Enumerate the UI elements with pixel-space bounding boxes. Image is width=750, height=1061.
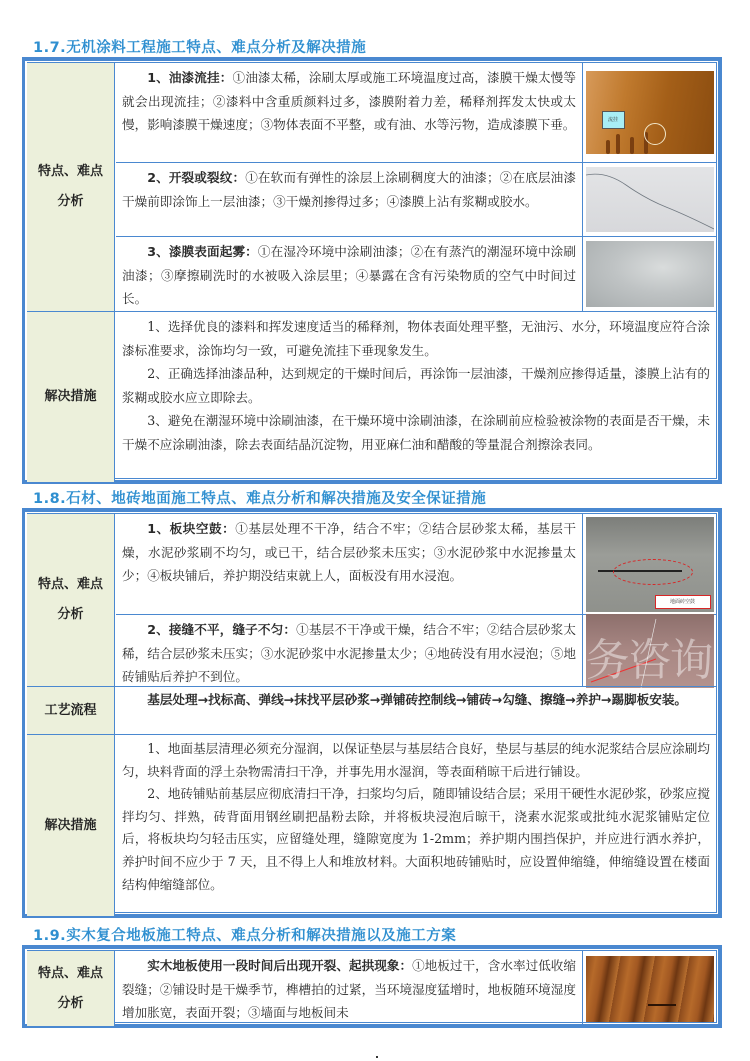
issue-text — [116, 237, 583, 311]
process-flow: 基层处理→找标高、弹线→抹找平层砂浆→弹铺砖控制线→铺砖→勾缝、擦缝→养护→踢脚板安装。 — [147, 692, 688, 707]
table-1-9 — [22, 945, 722, 1028]
solution-item: 1、地面基层清理必须充分湿润，以保证垫层与基层结合良好，垫层与基层的纯水泥浆结合层应涂刷均匀，块料背面的浮土杂物需清扫干净，并事先用水湿润，等表面稍晾干后进行铺设。 — [122, 741, 710, 779]
issue-body: ①在软而有弹性的涂层上涂刷稠度大的油漆；②在底层油漆干燥前即涂饰上一层油漆；③干燥剂掺得过多；④漆膜上沾有浆糊或胶水。 — [122, 170, 576, 209]
solution-block — [27, 734, 716, 916]
analysis-label-line1: 特点、难点 — [37, 164, 103, 179]
solution-label-text: 解决措施 — [44, 389, 97, 404]
table-1-8 — [22, 508, 722, 918]
solution-label — [27, 312, 115, 482]
issue-image-cell — [583, 615, 716, 686]
issue-row-joints — [116, 614, 716, 686]
analysis-label-line2: 分析 — [57, 995, 84, 1011]
image-caption: 地面砖空鼓 — [655, 595, 711, 609]
issue-row-sagging — [27, 63, 716, 162]
section-title-1-9: 1.9.实木复合地板施工特点、难点分析和解决措施以及施工方案 — [33, 928, 457, 944]
issue-body: ①油漆太稀，涂刷太厚或施工环境温度过高，漆膜干燥太慢等就会出现流挂；②漆料中含重质颜料过多，漆膜附着力差，稀释剂挥发太快或太慢，影响漆膜干燥速度；③物体表面不平整，或有油、水等污物，造成漆膜下垂。 — [122, 70, 577, 132]
section-title-1-7: 1.7.无机涂料工程施工特点、难点分析及解决措施 — [33, 40, 367, 56]
paint-fogging-photo — [586, 241, 714, 307]
analysis-label — [27, 951, 115, 1026]
solution-item: 3、避免在潮湿环境中涂刷油漆，在干燥环境中涂刷油漆，在涂刷前应检验被涂物的表面是否干燥，未干燥不应涂刷油漆，除去表面结晶沉淀物，用亚麻仁油和醋酸的等量混合剂擦涂表同。 — [122, 413, 710, 452]
solution-item: 1、选择优良的漆料和挥发速度适当的稀释剂，物体表面处理平整，无油污、水分，环境温度应符合涂漆标准要求，涂饰均匀一致，可避免流挂下垂现象发生。 — [122, 319, 710, 358]
analysis-label-line2: 分析 — [57, 607, 84, 622]
issue-heading: 1、板块空鼓： — [147, 521, 236, 536]
image-callout: 流挂 — [602, 111, 625, 129]
page-marker — [376, 1056, 378, 1058]
solution-item: 2、地砖铺贴前基层应彻底清扫干净，扫浆均匀后，随即铺设结合层；采用干硬性水泥砂浆，砂浆应搅拌均匀、拌熟，砖背面用钢丝刷把晶粉去除，并将板块浸泡后晾干，浇素水泥浆或批纯水泥浆铺贴定位后，将板块均匀轻击压实，应留缝处理，缝隙宽度为 1-2mm；养护期内围挡保护，并应进行洒水养护，养护时间不应少于 7 天，且不得上人和堆放材料。大面积地砖铺贴时，应设置伸缩缝，伸缩缝设置在楼面结构伸缩缝部位。 — [122, 786, 710, 892]
issue-heading: 3、漆膜表面起雾： — [147, 244, 258, 259]
issue-text — [116, 163, 583, 236]
issue-image-cell — [583, 237, 716, 311]
issue-image-cell — [583, 514, 716, 614]
issue-body: ①基层不干净或干燥，结合不牢；②结合层砂浆太稀，结合层砂浆未压实；③水泥砂浆中水泥掺量太少；④地砖没有用水浸泡；⑤地砖铺贴后养护不到位。 — [122, 622, 577, 684]
wood-floor-photo — [586, 956, 714, 1022]
paint-sagging-photo — [586, 71, 714, 154]
analysis-label-line1: 特点、难点 — [37, 577, 103, 592]
issue-text — [116, 615, 583, 686]
process-label-text: 工艺流程 — [44, 702, 97, 718]
issue-image-cell — [583, 951, 716, 1026]
issue-image-cell — [583, 163, 716, 236]
solution-label — [27, 735, 115, 916]
process-block — [27, 686, 716, 734]
issue-row-hollow — [27, 514, 716, 614]
table-1-7 — [22, 57, 722, 484]
issue-heading: 1、油漆流挂： — [147, 70, 233, 85]
issue-row-wood — [27, 951, 716, 1026]
issue-row-cracking — [116, 162, 716, 236]
issue-body: ①在湿冷环境中涂刷油漆；②在有蒸汽的潮湿环境中涂刷油漆；③摩擦刷洗时的水被吸入涂层里；④暴露在含有污染物质的空气中时间过长。 — [122, 244, 577, 306]
solution-item: 2、正确选择油漆品种，达到规定的干燥时间后，再涂饰一层油漆，干燥剂应掺得适量，漆膜上沾有的浆糊或胶水应立即除去。 — [122, 366, 710, 405]
issue-text — [116, 63, 583, 162]
issue-text — [116, 951, 583, 1026]
analysis-label-line1: 特点、难点 — [37, 965, 103, 981]
solution-text — [116, 312, 716, 482]
section-title-1-8: 1.8.石材、地砖地面施工特点、难点分析和解决措施及安全保证措施 — [33, 491, 487, 507]
issue-body: ①地板过干，含水率过低收缩裂缝；②铺设时是干燥季节，榫槽拍的过紧，当环境湿度猛增时，地板随环境湿度增加胀宽，表面开裂；③墙面与地板间未 — [122, 958, 577, 1020]
tile-joint-photo — [586, 614, 714, 688]
issue-body: ①基层处理不干净，结合不牢；②结合层砂浆太稀，基层干燥，水泥砂浆刷不均匀，或已干，结合层砂浆未压实；③水泥砂浆中水泥掺量太少；④板块铺后，养护期没结束就上人，面板没有用水浸泡。 — [122, 521, 577, 583]
process-text — [116, 687, 716, 734]
process-label — [27, 687, 115, 734]
issue-heading: 2、接缝不平，缝子不匀： — [147, 622, 297, 637]
watermark: 务咨询 — [585, 634, 712, 686]
issue-heading: 2、开裂或裂纹： — [147, 170, 246, 185]
solution-text — [116, 735, 716, 916]
issue-heading: 实木地板使用一段时间后出现开裂、起拱现象： — [147, 958, 413, 973]
issue-row-fogging — [116, 236, 716, 311]
paint-cracking-photo — [586, 167, 714, 232]
tile-hollow-photo — [586, 517, 714, 612]
solution-label-text: 解决措施 — [44, 817, 97, 833]
analysis-label-line2: 分析 — [57, 194, 84, 209]
issue-image-cell — [583, 63, 716, 162]
solution-block — [27, 311, 716, 482]
issue-text — [116, 514, 583, 614]
